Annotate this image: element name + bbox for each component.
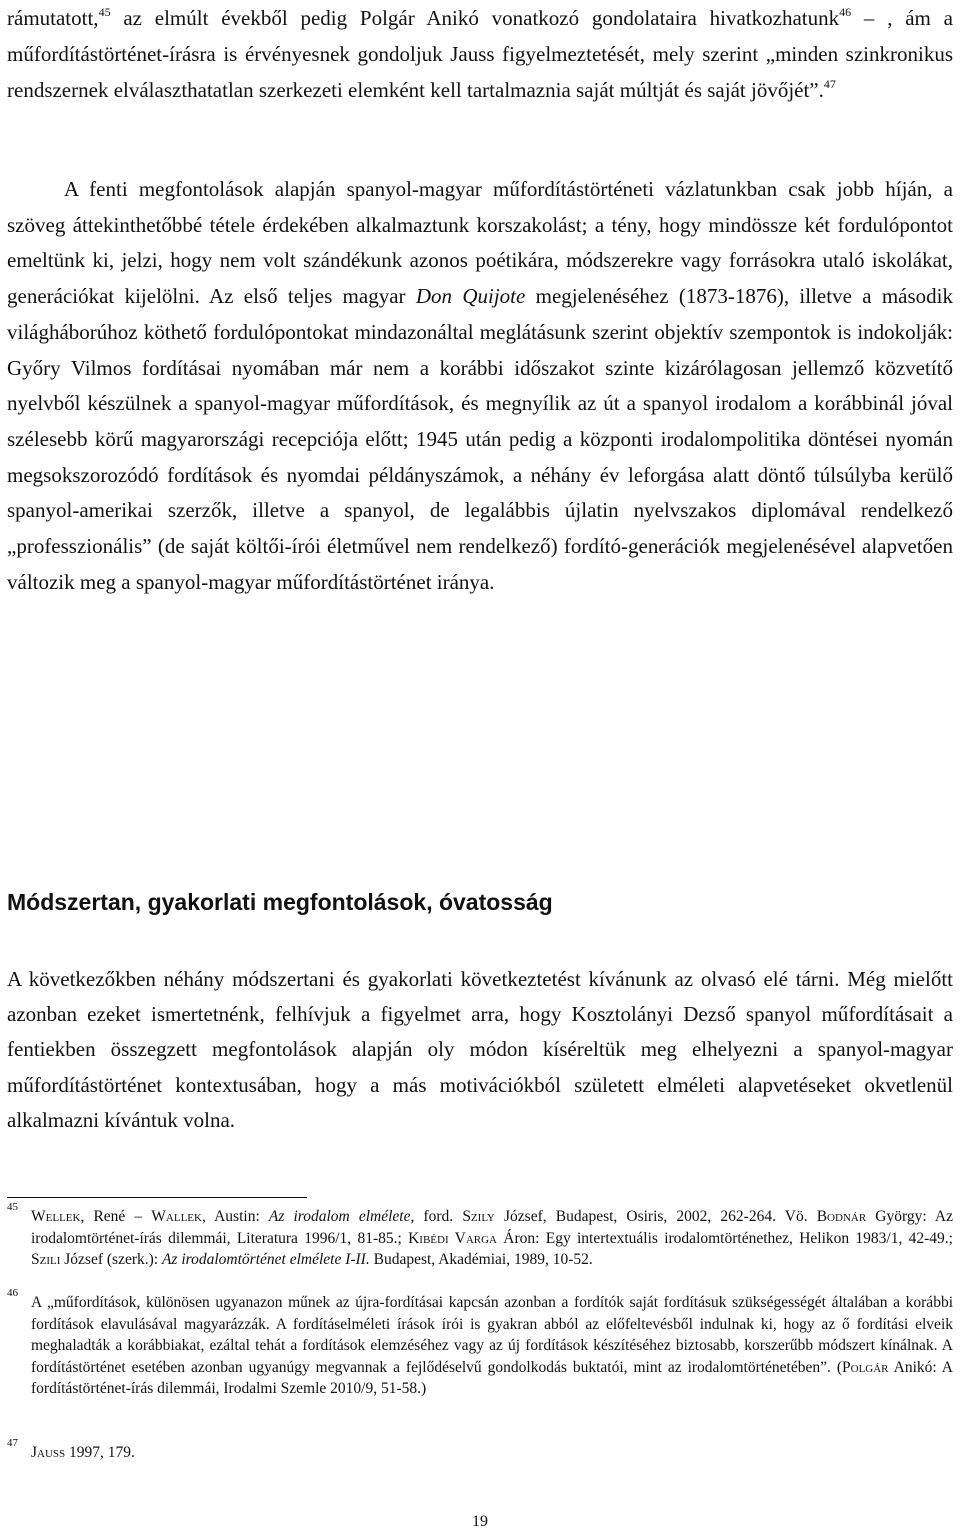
paragraph-text: rámutatott, [7,6,99,30]
paragraph-text: – , ám a műfordítástörténet-írásra is érvényesnek gondoljuk Jauss figyelmeztetését, mely szerint „minden szinkronikus rendszernek elválaszthatatlan szerkezeti elemként kell tartalmaznia saját múltját és saját jövőjét”. [7,6,953,102]
footnote-ref-47[interactable]: 47 [823,77,836,91]
footnote-number: 45 [7,1201,18,1213]
footnote-text: Jauss 1997, 179. [31,1444,135,1461]
footnote-ref-45[interactable]: 45 [98,5,111,19]
paragraph-text: megjelenéséhez (1873-1876), illetve a második világháborúhoz köthető fordulópontokat mindazonáltal meglátásunk szerint objektív szempontok is indokolják: Győry Vilmos fordításai nyomában már nem a korábbi időszakot szinte kizárólagosan jellemző közvetítő nyelvből készülnek a spanyol-magyar műfordítások, és megnyílik az út a spanyol irodalom a korábbinál jóval szélesebb körű magyarországi recepciója előtt; 1945 után pedig a központi irodalompolitika döntései nyomán megsokszorozódó fordítások és nyomdai példányszámok, a néhány év leforgása alatt döntő túlsúlyba kerülő spanyol-amerikai szerzők, illetve a spanyol, de legalábbis újlatin nyelvszakos diplomával rendelkező „professzionális” (de saját költői-írói életművel nem rendelkező) fordító-generációk megjelenésével alapvetően változik meg a spanyol-magyar műfordítástörténet iránya. [7,284,954,594]
paragraph-continued [7,0,953,108]
footnote-number: 47 [7,1437,18,1449]
paragraph-text: az elmúlt évekből pedig Polgár Anikó vonatkozó gondolataira hivatkozhatunk [110,6,840,30]
footnote-text: Wellek, René – Wallek, Austin: Az irodalom elmélete, ford. Szily József, Budapest, Osiris, 2002, 262-264. Vö. Bodnár György: Az irodalomtörténet-írás dilemmái, Literatura 1996/1, 81-85.; Kibédi Varga Áron: Egy intertextuális irodalomtörténethez, Helikon 1983/1, 42-49.; Szili József (szerk.): Az irodalomtörténet elmélete I-II. Budapest, Akadémiai, 1989, 10-52. [31,1208,953,1268]
paragraph-text: A fenti megfontolások alapján spanyol-magyar műfordítástörténeti vázlatunkban csak jobb híján, a szöveg áttekinthetőbbé tétele érdekében alkalmaztunk korszakolást; a tény, hogy mindössze két fordulópontot emeltünk ki, jelzi, hogy nem volt szándékunk azonos poétikára, módszerekre vagy forrásokra utaló iskolákat, generációkat kijelölni. Az első teljes magyar [7,177,953,309]
section-heading: Módszertan, gyakorlati megfontolások, óvatosság [7,889,553,915]
page-number: 19 [472,1513,488,1530]
footnote-text: A „műfordítások, különösen ugyanazon műnek az újra-fordításai kapcsán azonban a fordítók saját fordításuk szükségességét általában a korábbi fordítások elavulásával magyarázzák. A fordításelméleti írások írói is gyakran abból az előfeltevésből indulnak ki, hogy az ő fordítási elveik meghaladták a korábbiakat, ezáltal tehát a fordítások elemzéséhez vagy az új fordítások készítéséhez biztosabb, korszerűbb módszert kínálnak. A fordítástörténet esetében azonban ugyanúgy megvannak a fejlődéselvű gondolkodás buktatói, mint az irodalomtörténetében”. (Polgár Anikó: A fordítástörténet-írás dilemmái, Irodalmi Szemle 2010/9, 51-58.) [31,1294,953,1397]
work-title: Don Quijote [415,284,526,309]
footnote-ref-46[interactable]: 46 [839,5,852,19]
paragraph-periodization [7,172,953,600]
footnote-number: 46 [7,1287,18,1299]
paragraph-methodology: A következőkben néhány módszertani és gyakorlati következtetést kívánunk az olvasó elé tárni. Még mielőtt azonban ezeket ismertetnénk, felhívjuk a figyelmet arra, hogy Kosztolányi Dezső spanyol műfordításait a fentiekben összegzett megfontolások alapján oly módon kíséreltük meg elhelyezni a spanyol-magyar műfordítástörténet kontextusában, hogy a más motivációkból született elméleti alapvetéseket okvetlenül alkalmazni kívántuk volna. [7,967,953,1132]
footnote-separator [7,1197,307,1198]
